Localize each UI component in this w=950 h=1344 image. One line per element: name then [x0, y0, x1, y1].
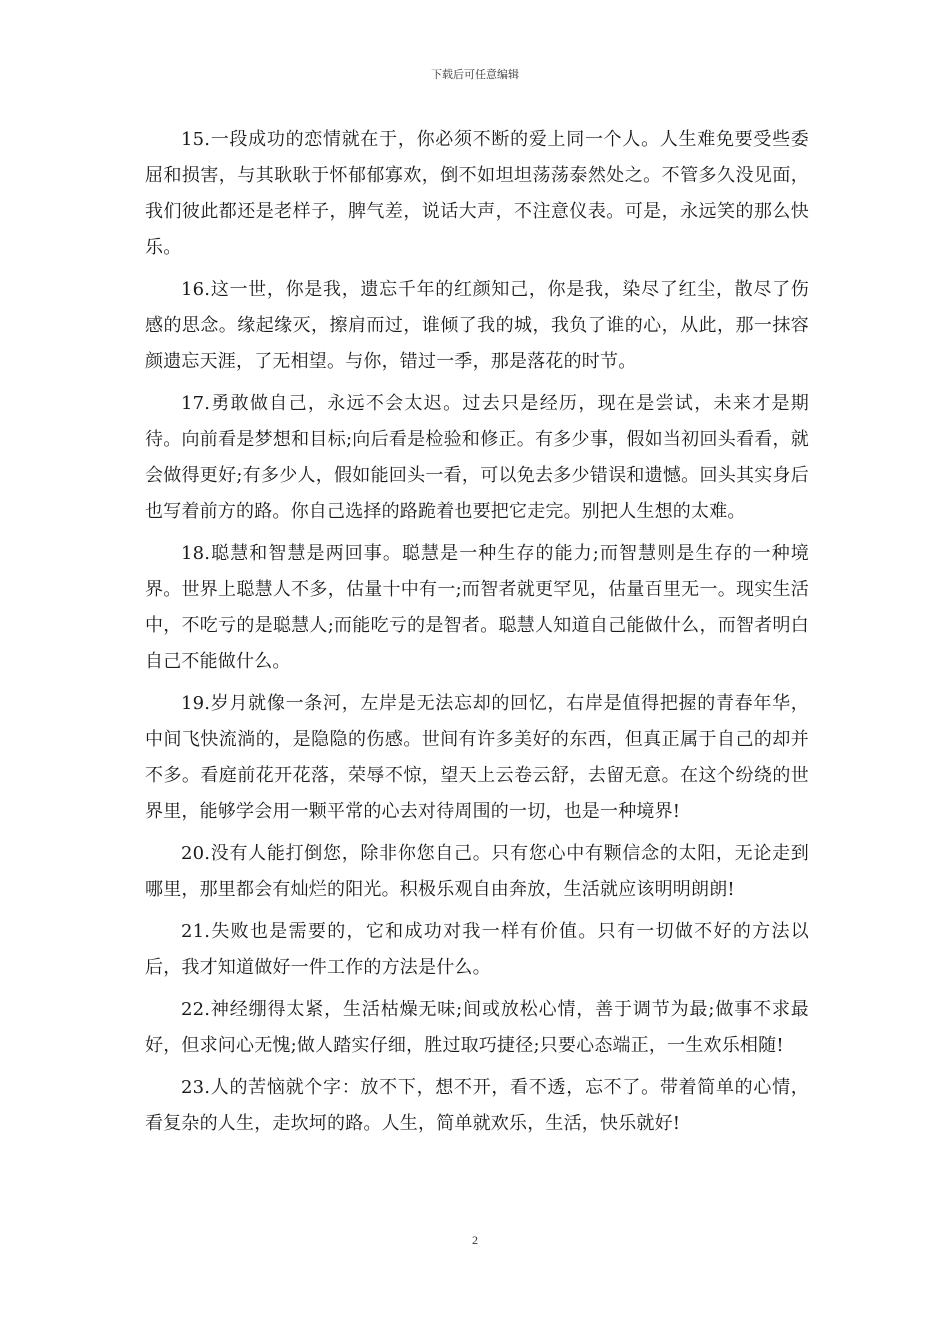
paragraph-22: 22.神经绷得太紧，生活枯燥无味;间或放松心情，善于调节为最;做事不求最好，但求问心无愧;做人踏实仔细，胜过取巧捷径;只要心态端正，一生欢乐相随!: [145, 999, 809, 1056]
document-body: [145, 122, 809, 1148]
paragraph-17: 17.勇敢做自己，永远不会太迟。过去只是经历，现在是尝试，未来才是期待。向前看是梦想和目标;向后看是检验和修正。有多少事，假如当初回头看看，就会做得更好;有多少人，假如能回头一看，可以免去多少错误和遗憾。回头其实身后也写着前方的路。你自己选择的路跪着也要把它走完。别把人生想的太难。: [145, 393, 809, 522]
page-header: 下载后可任意编辑: [431, 68, 519, 81]
paragraph-16: 16.这一世，你是我，遗忘千年的红颜知己，你是我，染尽了红尘，散尽了伤感的思念。缘起缘灭，擦肩而过，谁倾了我的城，我负了谁的心，从此，那一抹容颜遗忘天涯，了无相望。与你，错过一季，那是落花的时节。: [145, 279, 809, 372]
paragraph-18: 18.聪慧和智慧是两回事。聪慧是一种生存的能力;而智慧则是生存的一种境界。世界上聪慧人不多，估量十中有一;而智者就更罕见，估量百里无一。现实生活中，不吃亏的是聪慧人;而能吃亏的是智者。聪慧人知道自己能做什么，而智者明白自己不能做什么。: [145, 543, 809, 672]
paragraph-21: 21.失败也是需要的，它和成功对我一样有价值。只有一切做不好的方法以后，我才知道做好一件工作的方法是什么。: [145, 921, 809, 978]
paragraph-19: 19.岁月就像一条河，左岸是无法忘却的回忆，右岸是值得把握的青春年华，中间飞快流淌的，是隐隐的伤感。世间有许多美好的东西，但真正属于自己的却并不多。看庭前花开花落，荣辱不惊，望天上云卷云舒，去留无意。在这个纷绕的世界里，能够学会用一颗平常的心去对待周围的一切，也是一种境界!: [145, 693, 809, 822]
paragraph-20: 20.没有人能打倒您，除非你您自己。只有您心中有颗信念的太阳，无论走到哪里，那里都会有灿烂的阳光。积极乐观自由奔放，生活就应该明明朗朗!: [145, 843, 809, 900]
paragraph-15: 15.一段成功的恋情就在于，你必须不断的爱上同一个人。人生难免要受些委屈和损害，与其耿耿于怀郁郁寡欢，倒不如坦坦荡荡泰然处之。不管多久没见面，我们彼此都还是老样子，脾气差，说话大声，不注意仪表。可是，永远笑的那么快乐。: [145, 129, 809, 258]
page-number: 2: [472, 1233, 478, 1247]
paragraph-23: 23.人的苦恼就个字：放不下，想不开，看不透，忘不了。带着简单的心情，看复杂的人生，走坎坷的路。人生，简单就欢乐，生活，快乐就好!: [145, 1077, 809, 1134]
